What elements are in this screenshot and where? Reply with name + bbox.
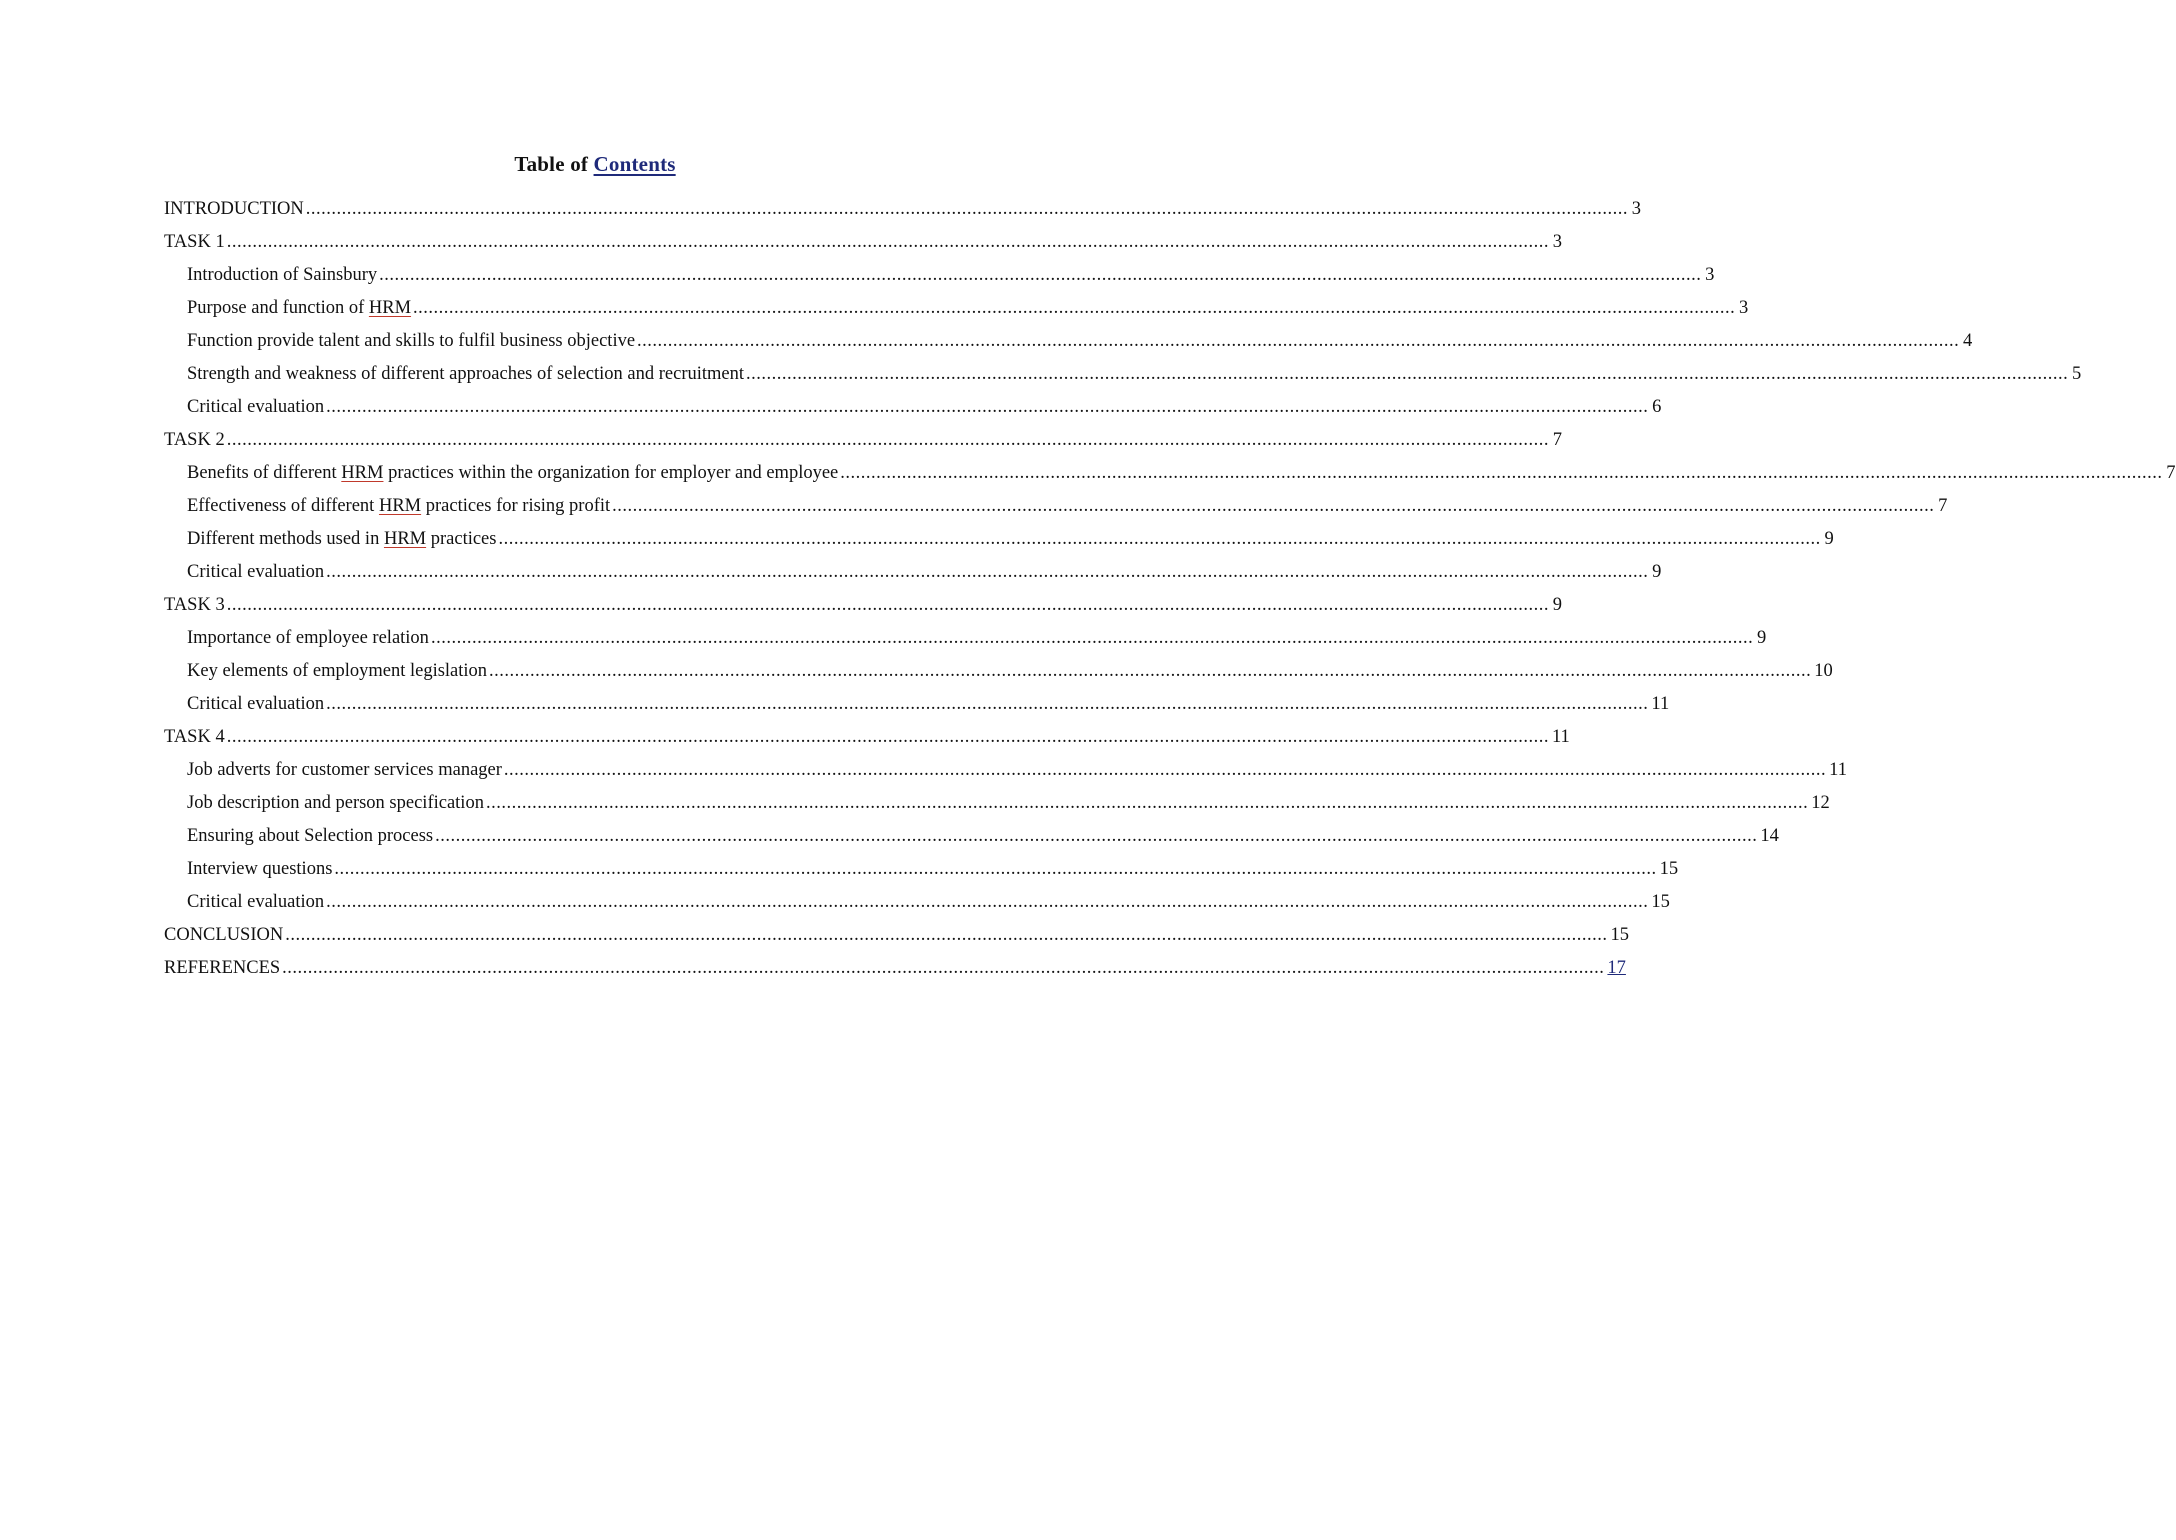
toc-entry-text: Interview questions — [187, 859, 333, 879]
toc-page-number: 4 — [1963, 331, 1973, 351]
toc-entry-text: REFERENCES — [164, 958, 281, 978]
toc-entry-text: Key elements of employment legislation — [187, 661, 488, 681]
toc-entry-label — [187, 490, 610, 523]
toc-entry-label — [187, 457, 838, 490]
toc-dot-leader — [324, 391, 1651, 424]
toc-entry-label — [187, 523, 496, 556]
toc-entry-text: TASK 2 — [164, 430, 225, 450]
toc-page-number: 15 — [1659, 859, 1679, 879]
toc-dot-leader — [411, 292, 1738, 325]
toc-entry-label — [164, 589, 225, 622]
toc-page-number: 11 — [1551, 727, 1570, 747]
toc-entry-label — [187, 655, 487, 688]
toc-dot-leader — [429, 622, 1756, 655]
toc-entry-label — [187, 787, 484, 820]
toc-page-number: 7 — [1938, 496, 1948, 516]
toc-subsection-entry[interactable] — [164, 457, 2176, 490]
toc-entry-text: Critical evaluation — [187, 892, 325, 912]
toc-entry-label — [187, 853, 332, 886]
toc-section-entry[interactable] — [164, 952, 1626, 985]
toc-entry-text: Strength and weakness of different approaches of selection and recruitment — [187, 364, 745, 384]
toc-entry-label — [164, 721, 225, 754]
toc-dot-leader — [484, 787, 1811, 820]
toc-entry-text: TASK 3 — [164, 595, 225, 615]
toc-entry-label — [187, 259, 377, 292]
toc-subsection-entry[interactable] — [164, 787, 1830, 820]
toc-heading — [0, 150, 1190, 178]
toc-dot-leader — [324, 556, 1651, 589]
toc-entry-label — [164, 952, 280, 985]
toc-entry-text: Different methods used in — [187, 529, 384, 549]
toc-page-number: 3 — [1552, 232, 1562, 252]
toc-entry-text: Effectiveness of different — [187, 496, 379, 516]
table-of-contents — [164, 193, 2176, 985]
toc-entry-text: INTRODUCTION — [164, 199, 304, 219]
toc-subsection-entry[interactable] — [164, 622, 1767, 655]
toc-page-number: 11 — [1829, 760, 1847, 780]
toc-page-number: 15 — [1651, 892, 1670, 912]
toc-entry-label — [187, 358, 744, 391]
toc-entry-text: Benefits of different — [187, 463, 342, 483]
toc-dot-leader — [838, 457, 2165, 490]
toc-page-number: 14 — [1760, 826, 1779, 846]
toc-subsection-entry[interactable] — [164, 325, 1973, 358]
toc-subsection-entry[interactable] — [164, 655, 1833, 688]
toc-entry-text: practices for rising profit — [421, 496, 611, 516]
toc-page-number: 9 — [1756, 628, 1767, 648]
toc-dot-leader — [377, 259, 1704, 292]
toc-entry-label — [187, 325, 635, 358]
toc-entry-text: Ensuring about Selection process — [187, 826, 434, 846]
toc-entry-label — [187, 886, 324, 919]
toc-dot-leader — [225, 721, 1552, 754]
toc-page-number: 9 — [1552, 595, 1562, 615]
toc-entry-term: HRM — [378, 496, 422, 516]
toc-page-number: 3 — [1739, 298, 1749, 318]
toc-entry-label — [164, 226, 225, 259]
toc-subsection-entry[interactable] — [164, 886, 1670, 919]
toc-page-number: 9 — [1824, 529, 1834, 549]
toc-entry-text: Critical evaluation — [187, 397, 325, 417]
toc-entry-text: TASK 1 — [164, 232, 225, 252]
toc-page-number: 15 — [1610, 925, 1629, 945]
toc-entry-text: Purpose and function of — [187, 298, 369, 318]
toc-page-number: 7 — [1552, 430, 1562, 450]
toc-dot-leader — [487, 655, 1814, 688]
toc-section-entry[interactable] — [164, 919, 1629, 952]
toc-dot-leader — [635, 325, 1962, 358]
toc-entry-label — [187, 622, 429, 655]
toc-page-number: 7 — [2166, 463, 2176, 483]
toc-page-number: 10 — [1814, 661, 1833, 681]
toc-entry-label — [187, 391, 324, 424]
toc-subsection-entry[interactable] — [164, 391, 1662, 424]
toc-subsection-entry[interactable] — [164, 259, 1715, 292]
toc-page-number: 3 — [1631, 199, 1642, 219]
toc-section-entry[interactable] — [164, 589, 1562, 622]
toc-dot-leader — [225, 226, 1552, 259]
toc-page-number: 17 — [1607, 958, 1626, 978]
toc-entry-label — [164, 193, 304, 226]
toc-section-entry[interactable] — [164, 721, 1570, 754]
toc-entry-text: practices — [426, 529, 497, 549]
toc-dot-leader — [332, 853, 1659, 886]
toc-page-number: 11 — [1651, 694, 1670, 714]
toc-entry-term: HRM — [383, 529, 427, 549]
toc-section-entry[interactable] — [164, 193, 1642, 226]
toc-dot-leader — [324, 886, 1651, 919]
toc-entry-text: practices within the organization for employer and employee — [383, 463, 839, 483]
toc-entry-text: Job description and person specification — [187, 793, 484, 813]
toc-subsection-entry[interactable] — [164, 820, 1779, 853]
toc-page-number: 9 — [1652, 562, 1662, 582]
toc-page-number: 5 — [2072, 364, 2082, 384]
toc-entry-term: HRM — [341, 463, 384, 483]
toc-entry-text: Importance of employee relation — [187, 628, 429, 648]
toc-entry-label — [187, 820, 433, 853]
toc-entry-term: HRM — [368, 298, 412, 318]
toc-heading-link[interactable]: Contents — [593, 152, 676, 176]
toc-entry-label — [164, 919, 283, 952]
toc-dot-leader — [225, 424, 1552, 457]
toc-page-number: 3 — [1705, 265, 1715, 285]
toc-entry-text: Job adverts for customer services manager — [187, 760, 502, 780]
toc-subsection-entry[interactable] — [164, 292, 1749, 325]
toc-dot-leader — [304, 193, 1631, 226]
toc-entry-text: Function provide talent and skills to fulfil business objective — [187, 331, 636, 351]
toc-dot-leader — [610, 490, 1937, 523]
toc-entry-text: Critical evaluation — [187, 694, 325, 714]
toc-entry-text: Critical evaluation — [187, 562, 325, 582]
toc-entry-label — [187, 556, 324, 589]
toc-heading-prefix: Table of — [514, 152, 594, 176]
toc-entry-label — [187, 292, 411, 325]
toc-subsection-entry[interactable] — [164, 358, 2082, 391]
toc-dot-leader — [324, 688, 1651, 721]
toc-entry-text: TASK 4 — [164, 727, 225, 747]
toc-dot-leader — [433, 820, 1760, 853]
toc-section-entry[interactable] — [164, 226, 1562, 259]
toc-section-entry[interactable] — [164, 424, 1562, 457]
toc-entry-label — [187, 688, 324, 721]
toc-dot-leader — [283, 919, 1610, 952]
toc-subsection-entry[interactable] — [164, 853, 1679, 886]
toc-entry-label — [187, 754, 502, 787]
toc-dot-leader — [496, 523, 1823, 556]
toc-subsection-entry[interactable] — [164, 556, 1662, 589]
toc-page-number: 12 — [1811, 793, 1830, 813]
toc-subsection-entry[interactable] — [164, 490, 1948, 523]
toc-dot-leader — [225, 589, 1552, 622]
toc-subsection-entry[interactable] — [164, 688, 1670, 721]
toc-page-number: 6 — [1652, 397, 1662, 417]
toc-entry-text: CONCLUSION — [164, 925, 284, 945]
toc-subsection-entry[interactable] — [164, 523, 1834, 556]
toc-entry-label — [164, 424, 225, 457]
toc-dot-leader — [744, 358, 2071, 391]
toc-subsection-entry[interactable] — [164, 754, 1847, 787]
toc-dot-leader — [502, 754, 1829, 787]
toc-entry-text: Introduction of Sainsbury — [187, 265, 378, 285]
toc-dot-leader — [280, 952, 1607, 985]
